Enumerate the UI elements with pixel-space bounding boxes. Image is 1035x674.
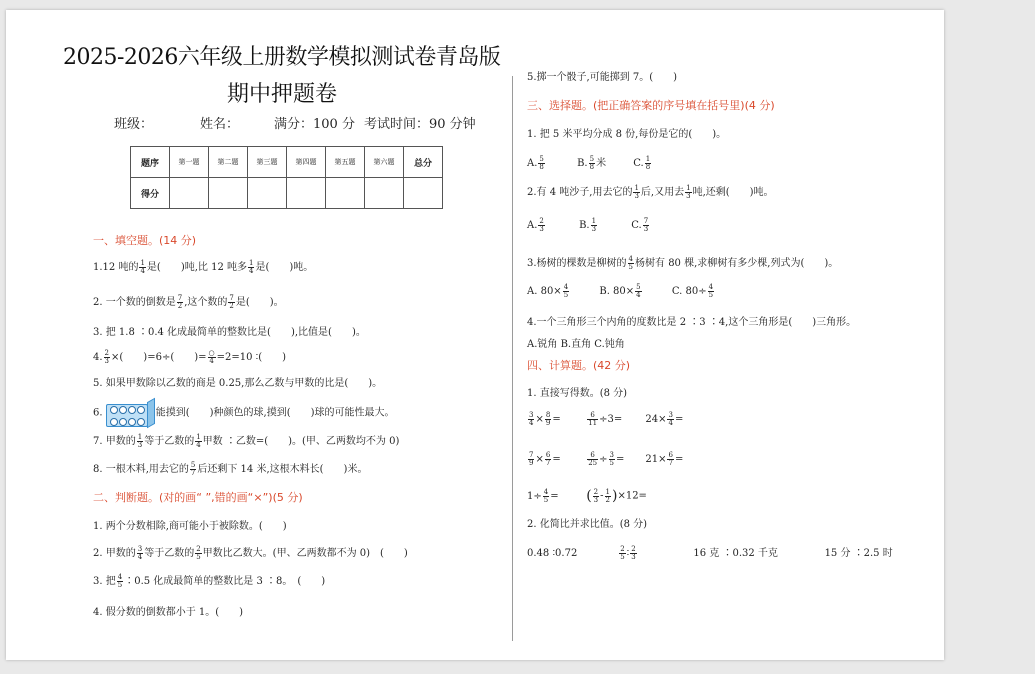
fraction: $\frac{5}{7}$	[190, 461, 196, 477]
q-text: 后还剩下 14 米,这根木料长( )米。	[197, 464, 368, 475]
full-score-label: 满分：100 分	[274, 117, 355, 132]
section-fill-in-heading: 一、填空题。(14 分)	[93, 234, 197, 247]
calc-row-1	[527, 412, 683, 427]
ball-box-illustration	[106, 400, 154, 426]
fraction: $\frac{4}{5}$	[708, 283, 714, 299]
question-1-7	[93, 432, 399, 449]
score-table-cell[interactable]	[248, 178, 287, 209]
q-text: ×( )=6÷( )=	[111, 352, 207, 363]
fraction: $\frac{1}{4}$	[196, 433, 201, 449]
calc-item: 24× $\frac{3}{4}$ =	[645, 411, 684, 427]
score-table-header-row	[131, 147, 443, 178]
ratio-item: 15 分 ∶2.5 时	[824, 548, 893, 559]
fraction: $\frac{7}{2}$	[229, 294, 234, 310]
calc-item: $\frac{3}{4}$ × $\frac{8}{9}$ =	[529, 411, 561, 427]
score-table-cell: 第六题	[365, 147, 404, 178]
calc-item: $\frac{6}{11}$ ÷3=	[588, 411, 623, 427]
fraction: $\frac{5}{4}$	[636, 283, 641, 299]
calc-row-3	[527, 488, 647, 504]
q-text: 是( )。	[235, 297, 284, 308]
score-table-cell: 第四题	[287, 147, 326, 178]
calc-item: 21× $\frac{6}{7}$ =	[645, 451, 684, 467]
fraction: $\frac{1}{4}$	[249, 259, 254, 275]
score-table	[130, 146, 443, 209]
question-3-1: 1. 把 5 米平均分成 8 份,每份是它的( )。	[527, 129, 727, 140]
q-text: 3. 把	[93, 576, 116, 587]
fraction: $\frac{○}{4}$	[208, 349, 215, 365]
q-text: 甲数比乙数大。(甲、乙两数都不为 0) ( )	[202, 548, 408, 559]
fraction: $\frac{3}{4}$	[137, 545, 143, 561]
q-text: 是( )吨。	[255, 262, 314, 273]
q-text: 3.杨树的棵数是柳树的	[527, 258, 627, 269]
question-3-3	[527, 254, 838, 271]
exam-subtitle: 期中押题卷	[227, 82, 338, 107]
question-1-8	[93, 460, 367, 477]
question-1-4	[93, 348, 286, 365]
option-label[interactable]: B.	[579, 220, 590, 231]
question-2-5: 5.掷一个骰子,可能掷到 7。( )	[527, 72, 678, 83]
q-text: 等于乙数的	[144, 436, 195, 447]
score-table-cell[interactable]	[404, 178, 443, 209]
option-label[interactable]: B. 80×	[599, 286, 635, 297]
q-text: 后,又用去	[640, 187, 685, 198]
q-text: 2. 一个数的倒数是	[93, 297, 176, 308]
section-true-false-heading: 二、判断题。(对的画“ ”,错的画“×”)(5 分)	[93, 491, 303, 504]
ratio-item: $\frac{2}{5}$ ∶ $\frac{2}{3}$	[620, 545, 636, 561]
fraction: $\frac{5}{8}$	[589, 155, 595, 171]
score-table-cell[interactable]	[365, 178, 404, 209]
question-2-1: 1. 两个分数相除,商可能小于被除数。( )	[93, 521, 287, 532]
score-table-cell[interactable]	[287, 178, 326, 209]
score-table-cell[interactable]	[326, 178, 365, 209]
q-text: ,这个数的	[184, 297, 228, 308]
question-3-2	[527, 183, 774, 200]
calc-item: 1÷ $\frac{4}{5}$ =	[527, 487, 559, 504]
question-3-3-options	[527, 284, 715, 299]
q-text: 6.	[93, 407, 103, 419]
column-divider	[512, 76, 513, 641]
fraction: $\frac{5}{8}$	[539, 155, 544, 171]
question-3-1-options	[527, 154, 652, 171]
score-table-cell: 总分	[404, 147, 443, 178]
q-text: 7. 甲数的	[93, 436, 136, 447]
calc-item: $\frac{6}{25}$ ÷ $\frac{3}{5}$ =	[588, 451, 625, 467]
ratio-item: 0.48 ∶0.72	[527, 548, 578, 559]
fraction: $\frac{7}{3}$	[643, 217, 649, 233]
question-1-1	[93, 258, 313, 275]
fraction: $\frac{2}{5}$	[196, 545, 201, 561]
option-label[interactable]: C. 80÷	[671, 286, 707, 297]
question-2-4: 4. 假分数的倒数都小于 1。( )	[93, 607, 244, 618]
fraction: $\frac{1}{8}$	[645, 155, 651, 171]
fraction: $\frac{1}{3}$	[686, 184, 691, 200]
q-text: 1.12 吨的	[93, 262, 139, 273]
score-table-cell: 第二题	[209, 147, 248, 178]
q-text: ∶0.5 化成最简单的整数比是 3 ∶8。 ( )	[124, 576, 326, 587]
fraction: $\frac{1}{3}$	[634, 184, 639, 200]
q-text: 能摸到( )种颜色的球,摸到( )球的可能性最大。	[155, 407, 395, 419]
question-3-4-options: A.锐角 B.直角 C.钝角	[527, 339, 625, 350]
q-text: 等于乙数的	[144, 548, 195, 559]
question-1-3: 3. 把 1.8 ∶0.4 化成最简单的整数比是( ),比值是( )。	[93, 327, 366, 338]
q-text: 吨,还剩( )吨。	[692, 187, 774, 198]
option-label[interactable]: A.	[527, 220, 538, 231]
option-label[interactable]: A.	[527, 158, 538, 169]
exam-sheet	[6, 10, 944, 660]
question-3-2-options	[527, 218, 650, 233]
q-text: 2. 甲数的	[93, 548, 136, 559]
calc-sub-2: 2. 化简比并求比值。(8 分)	[527, 519, 648, 530]
name-label: 姓名：	[200, 117, 240, 132]
calc-sub-1: 1. 直接写得数。(8 分)	[527, 388, 628, 399]
question-1-6	[93, 400, 395, 426]
ratio-row	[527, 544, 893, 561]
calc-row-2	[527, 452, 683, 467]
score-table-cell: 得分	[131, 178, 170, 209]
class-label: 班级：	[114, 117, 154, 132]
fraction: $\frac{4}{5}$	[117, 573, 123, 589]
q-text: 2.有 4 吨沙子,用去它的	[527, 187, 633, 198]
option-label[interactable]: C.	[631, 220, 642, 231]
exam-info-row	[114, 113, 476, 132]
question-1-5: 5. 如果甲数除以乙数的商是 0.25,那么乙数与甲数的比是( )。	[93, 378, 383, 389]
fraction: $\frac{1}{4}$	[140, 259, 145, 275]
score-table-cell: 第一题	[170, 147, 209, 178]
q-text: 甲数 ∶乙数=( )。(甲、乙两数均不为 0)	[202, 436, 400, 447]
q-text: =2=10 ∶( )	[216, 352, 287, 363]
fraction: $\frac{1}{3}$	[137, 433, 143, 449]
fraction: $\frac{2}{3}$	[539, 217, 544, 233]
question-1-2	[93, 293, 284, 310]
score-table-cell: 第三题	[248, 147, 287, 178]
unit-text: 米	[596, 158, 607, 169]
option-label[interactable]: A. 80×	[527, 286, 562, 297]
fraction: $\frac{4}{5}$	[628, 255, 634, 271]
question-3-4: 4.一个三角形三个内角的度数比是 2 ∶3 ∶4,这个三角形是( )三角形。	[527, 317, 857, 328]
section-choice-heading: 三、选择题。(把正确答案的序号填在括号里)(4 分)	[527, 99, 775, 112]
score-table-cell: 第五题	[326, 147, 365, 178]
fraction: $\frac{1}{3}$	[591, 217, 597, 233]
q-text: 是( )吨,比 12 吨多	[146, 262, 247, 273]
score-table-cell[interactable]	[209, 178, 248, 209]
calc-item: ( $\frac{2}{3}$ - $\frac{1}{2}$ )×12=	[586, 487, 647, 504]
fraction: $\frac{4}{5}$	[563, 283, 569, 299]
fraction: $\frac{7}{2}$	[177, 294, 183, 310]
q-text: 8. 一根木料,用去它的	[93, 464, 189, 475]
score-table-cell[interactable]	[170, 178, 209, 209]
q-text: 4.	[93, 352, 103, 363]
calc-item: $\frac{7}{9}$ × $\frac{6}{7}$ =	[529, 451, 561, 467]
q-text: 杨树有 80 棵,求柳树有多少棵,列式为( )。	[635, 258, 839, 269]
exam-time-label: 考试时间：90 分钟	[364, 117, 476, 132]
score-table-score-row	[131, 178, 443, 209]
exam-title: 2025-2026六年级上册数学模拟测试卷青岛版	[63, 45, 501, 70]
ratio-item: 16 克 ∶0.32 千克	[693, 548, 778, 559]
fraction: $\frac{2}{3}$	[104, 349, 110, 365]
question-2-2	[93, 544, 408, 561]
question-2-3	[93, 572, 325, 589]
option-label[interactable]: C.	[633, 158, 644, 169]
score-table-cell: 题序	[131, 147, 170, 178]
option-label[interactable]: B.	[577, 158, 588, 169]
section-calculation-heading: 四、计算题。(42 分)	[527, 359, 631, 372]
